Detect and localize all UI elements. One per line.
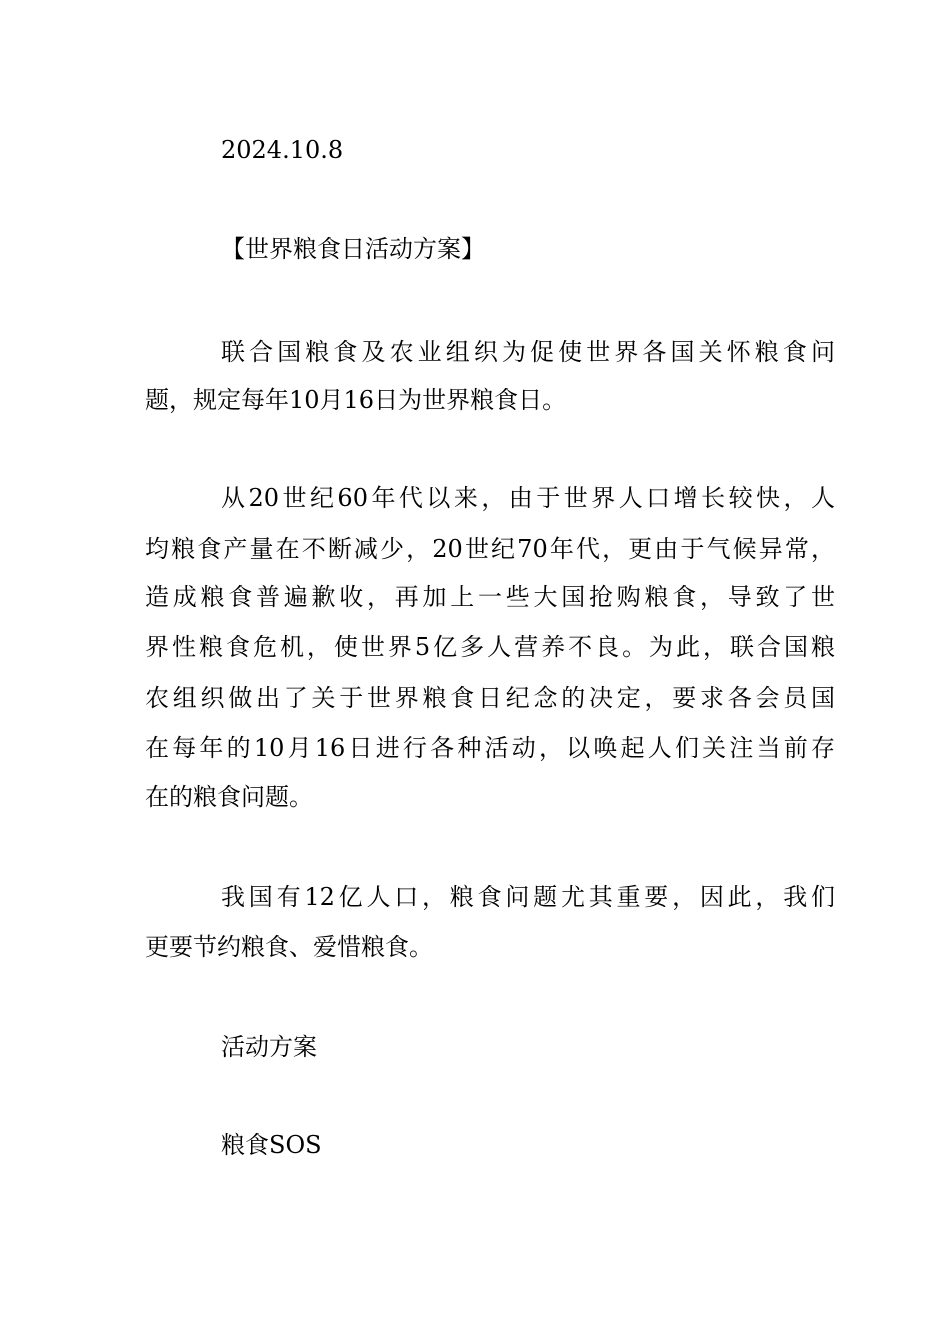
- paragraph-3-line-2: 更要节约粮食、爱惜粮食。: [145, 933, 433, 961]
- paragraph-2-line-6: 在每年的10月16日进行各种活动，以唤起人们关注当前存: [145, 734, 835, 762]
- paragraph-2-line-1: 从20世纪60年代以来，由于世界人口增长较快，人: [221, 484, 835, 512]
- paragraph-1-line-2: 题，规定每年10月16日为世界粮食日。: [145, 386, 567, 414]
- section-heading-activity-plan: 活动方案: [221, 1033, 317, 1061]
- paragraph-2-line-5: 农组织做出了关于世界粮食日纪念的决定，要求各会员国: [145, 684, 835, 712]
- paragraph-1-line-1: 联合国粮食及农业组织为促使世界各国关怀粮食问: [221, 338, 835, 366]
- document-date: 2024.10.8: [221, 136, 344, 164]
- document-title: 【世界粮食日活动方案】: [221, 235, 485, 263]
- paragraph-2-line-2: 均粮食产量在不断减少，20世纪70年代，更由于气候异常，: [145, 535, 835, 563]
- paragraph-2-line-7: 在的粮食问题。: [145, 783, 313, 811]
- paragraph-3-line-1: 我国有12亿人口，粮食问题尤其重要，因此，我们: [221, 883, 835, 911]
- paragraph-2-line-4: 界性粮食危机，使世界5亿多人营养不良。为此，联合国粮: [145, 633, 835, 661]
- section-heading-grain-sos: 粮食SOS: [221, 1131, 322, 1159]
- paragraph-2-line-3: 造成粮食普遍歉收，再加上一些大国抢购粮食，导致了世: [145, 583, 835, 611]
